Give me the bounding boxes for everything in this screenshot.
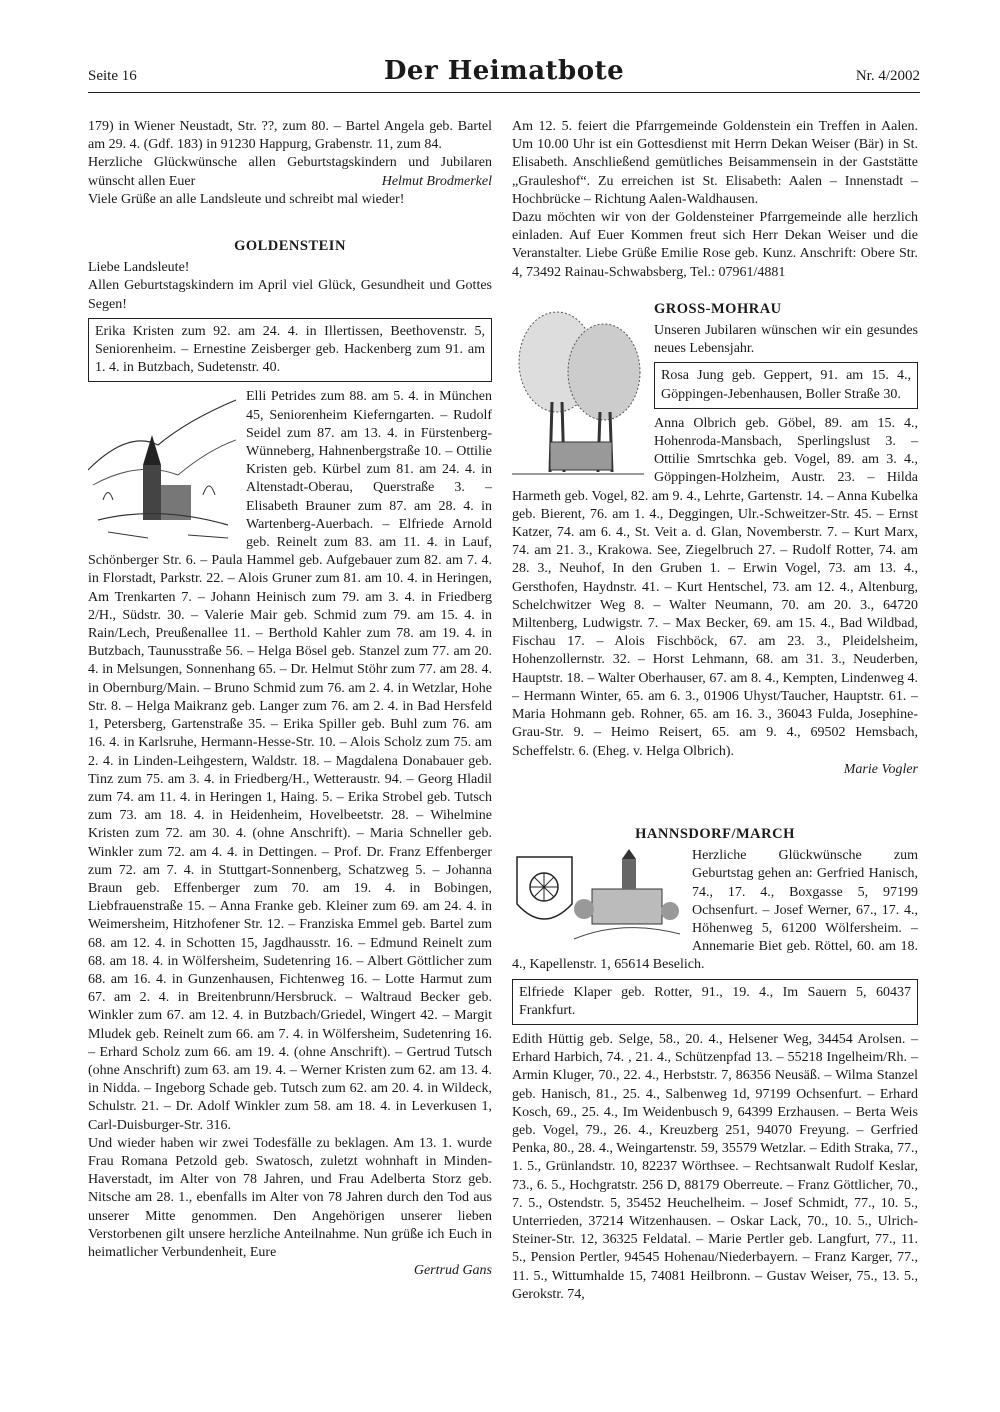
- event-announcement: Am 12. 5. feiert die Pfarrgemeinde Goldenstein ein Treffen in Aalen. Um 10.00 Uhr ist ein Gottesdienst mit Herrn Dekan Weiser (Bär) in St. Elisabeth. Anschließend gemütliches Beisammensein in der Gaststätte „Grauleshof“. Zu erreichen ist St. Elisabeth: Aalen – Innenstadt – Hochbrücke – Richtung Aalen-Waldhausen.: [512, 119, 918, 207]
- issue-number: Nr. 4/2002: [855, 68, 920, 84]
- obituary-paragraph: Und wieder haben wir zwei Todesfälle zu beklagen. Am 13. 1. wurde Frau Romana Petzold geb. Swatosch, zuletzt wohnhaft in Minden-Haverstadt, im Alter von 78 Jahren, und Frau Adelberta Storz geb. Nitsche am 28. 1., ebenfalls im Alter von 78 Jahren durch den Tod aus unserer Mitte genommen. Den Angehörigen unserer lieben Verstorbenen gilt unsere herzliche Anteilnahme. Nun grüße ich Euch in heimatlicher Verbundenheit, Eure: [88, 1135, 492, 1260]
- paragraph-continuation: 179) in Wiener Neustadt, Str. ??, zum 80. – Bartel Angela geb. Bartel am 29. 4. (Gdf. 183) in 91230 Happurg, Grabenstr. 11, zum 84.: [88, 119, 492, 153]
- hannsdorf-coat-of-arms-and-town: [512, 849, 682, 949]
- page-number: Seite 16: [88, 68, 137, 84]
- signature-brodmerkel: Helmut Brodmerkel: [381, 173, 492, 189]
- church-landscape-illustration: [88, 390, 236, 540]
- goldenstein-birthday-list: Elli Petrides zum 88. am 5. 4. in München 45, Seniorenheim Kieferngarten. – Rudolf Seidel zum 87. am 13. 4. in Fürstenberg-Wünneberg, Hahnenbergstraße 10. – Ottilie Kristen geb. Kürbel zum 81. am 24. 4. in Altenstadt-Oberau, Querstraße 3. – Elisabeth Brauner zum 87. am 28. 4. in Wartenberg-Auerbach. – Elfriede Arnold geb. Reinelt zum 83. am 11. 4. in Lauf, Schönberger Str. 6. – Paula Hammel geb. Aufgebauer zum 82. am 7. 4. in Florstadt, Parkstr. 22. – Alois Gruner zum 81. am 10. 4. in Heringen, Am Trenkarten 7. – Johann Heinisch zum 79. am 3. 4. in Friedberg 2/H., Südstr. 30. – Valerie Mair geb. Schmid zum 79. am 15. 4. in Rain/Lech, Preußenallee 11. – Berthold Kahler zum 78. am 19. 4. in Butzbach, Taunusstraße 56. – Helga Bösel geb. Stanzel zum 77. am 20. 4. in Melsungen, Sonnenhang 65. – Dr. Helmut Stöhr zum 77. am 28. 4. in Obernburg/Main. – Bruno Schmid zum 76. am 2. 4. in Wetzlar, Hohe Str. 8. – Helga Maikranz geb. Langer zum 76. am 2. 4. in Bad Hersfeld 1, Petersberg, Gartenstraße 35. – Erika Spiller geb. Buhl zum 76. am 16. 4. in Karlsruhe, Hermann-Hesse-Str. 10. – Alois Scholz zum 75. am 2. 4. in Linden-Leihgestern, Waldstr. 18. – Magdalena Donabauer geb. Tinz zum 75. am 3. 4. in Friedberg/H., Wetteraustr. 94. – Georg Hladil zum 74. am 11. 4. in Heringen 1, Haing. 5. – Erika Strobel geb. Tutsch zum 73. am 18. 4. in Heidenheim, Hovelbeetstr. 28. – Wihelmine Kristen zum 72. am 30. 4. (ohne Anschrift). – Maria Schneller geb. Winkler zum 72. am 4. 4. in Dettingen. – Prof. Dr. Franz Effenberger zum 72. am 7. 4. in Stuttgart-Sonnenberg, Schatzweg 5. – Johanna Braun geb. Effenberger zum 70. am 19. 4. in Bobingen, Liebfrauenstraße 15. – Anna Franke geb. Kleiner zum 69. am 24. 4. in Weimersheim, Hitzhofener Str. 12. – Franziska Emmel geb. Bartel zum 68. am 12. 4. in Schotten 15, Jagdhausstr. 16. – Edmund Reinelt zum 68. am 18. 4. in Wölfersheim, Sudetenring 16. – Albert Göttlicher zum 68. am 16. 4. in Gunzenhausen, Fichtenweg 16. – Lotte Harmut zum 67. am 2. 4. in Breitenbrunn/Hersbruck. – Waltraud Becker geb. Winkler zum 67. am 12. 4. in Butzbach/Griedel, Wingert 42. – Margit Mludek geb. Reinelt zum 66. am 7. 4. in Wölfersheim, Sudetenring 16. – Erhard Scholz zum 66. am 19. 4. (ohne Anschrift). – Gertrud Tutsch (ohne Anschrift) zum 63. am 19. 4. – Werner Kristen zum 62. am 13. 4. in Nidda. – Ingeborg Schade geb. Tutsch zum 62. am 20. 4. in Wildeck, Schulstr. 21. – Dr. Adolf Winkler zum 58. am 18. 4. in Leverkusen 1, Carl-Duisburger-Str. 316.: [88, 389, 492, 1133]
- gross-mohrau-intro: Unseren Jubilaren wünschen wir ein gesundes neues Lebensjahr.: [654, 323, 918, 357]
- paragraph-closing: Viele Grüße an alle Landsleute und schreibt mal wieder!: [88, 191, 405, 207]
- highlight-box-oldest: Erika Kristen zum 92. am 24. 4. in Illertissen, Beethovenstr. 5, Seniorenheim. – Ernestine Zeisberger geb. Hackenberg zum 91. am 1. 4. in Butzbach, Sudetenstr. 40.: [88, 318, 492, 383]
- section-heading-hannsdorf: HANNSDORF/MARCH: [635, 825, 795, 842]
- section-heading-goldenstein: GOLDENSTEIN: [234, 238, 346, 255]
- highlight-box-klaper: Elfriede Klaper geb. Rotter, 91., 19. 4., Im Sauern 5, 60437 Frankfurt.: [512, 979, 918, 1025]
- salutation: Liebe Landsleute!: [88, 260, 190, 276]
- contact-address: Anschrift: Obere Str. 4, 73492 Rainau-Schwabsberg, Tel.: 07961/4881: [512, 246, 919, 280]
- tree-illustration: [512, 302, 644, 480]
- right-column: [512, 118, 918, 1304]
- invitation-paragraph: Dazu möchten wir von der Goldensteiner Pfarrgemeinde alle herzlich einladen. Auf Euer Kommen freut sich Herr Dekan Weiser und die Veranstalter. Liebe Grüße Emilie Rose geb. Kunz. Anschrift: Obere Str. 4, 73492 Rainau-Schwabsberg, Tel.: 07961/4881: [512, 210, 919, 280]
- left-column: [88, 118, 492, 1280]
- paragraph-greetings: Herzliche Glückwünsche allen Geburtstagskindern und Jubilaren wünscht allen Euer Helmut Brodmerkel: [88, 154, 492, 190]
- masthead-title: Der Heimatbote: [383, 56, 625, 86]
- signature-vogler: Marie Vogler: [843, 761, 918, 777]
- hannsdorf-intro: Herzliche Glückwünsche zum Geburtstag gehen an: Gerfried Hanisch, 74., 17. 4., Boxgasse 5, 97199 Ochsenfurt. – Josef Werner, 67., 17. 4., Höhenweg 5, 61200 Wölfersheim. – Annemarie Biet geb. Röttel, 60. am 18. 4., Kapellenstr. 1, 65614 Beselich.: [512, 848, 918, 973]
- section-heading-gross-mohrau: GROSS-MOHRAU: [654, 300, 782, 317]
- page-header: [88, 56, 920, 92]
- highlight-box-jung: Rosa Jung geb. Geppert, 91. am 15. 4., Göppingen-Jebenhausen, Boller Straße 30.: [654, 362, 918, 408]
- header-rule: [88, 92, 920, 93]
- birthday-wishes: Allen Geburtstagskindern im April viel Glück, Gesundheit und Gottes Segen!: [88, 278, 492, 312]
- greeting-rose: Liebe Grüße Emilie Rose geb. Kunz.: [585, 246, 797, 262]
- signature-gans: Gertrud Gans: [413, 1263, 492, 1279]
- gross-mohrau-birthday-list: Anna Olbrich geb. Göbel, 89. am 15. 4., Hohenroda-Mansbach, Sperlingslust 3. – Ottilie Smrtschka geb. Vogel, 89. am 3. 4., Göppingen-Holzheim, Austr. 23. – Hilda Harmeth geb. Vogel, 82. am 9. 4., Lehrte, Gartenstr. 14. – Anna Kubelka geb. Bierent, 76. am 1. 4., Deggingen, Ulr.-Schweitzer-Str. 45. – Ernst Katzer, 74. am 6. 4., St. Veit a. d. Glan, Novemberstr. 7. – Kurt Marx, 74. am 21. 3., Krakowa. See, Ziegelbruch 27. – Rudolf Rotter, 74. am 28. 3., Neuhof, In den Gruben 1. – Erwin Vogel, 73. am 13. 4., Gersthofen, Haydnstr. 41. – Kurt Hentschel, 73. am 12. 4., Altenburg, Schelchwitzer Weg 8. – Walter Neumann, 70. am 20. 3., 64720 Miltenberg, Ludwigstr. 7. – Max Becker, 69. am 15. 4., Bad Wildbad, Fischau 17. – Alois Fischböck, 67. am 23. 3., Pleidelsheim, Hohenzollernstr. 32. – Horst Lehmann, 68. am 31. 3., Neuderben, Hauptstr. 18. – Walter Oberhauser, 67. am 8. 4., Kempten, Lindenweg 4. – Hermann Winter, 65. am 6. 3., 01906 Uhyst/Taucher, Hauptstr. 61. – Maria Hohmann geb. Rohner, 65. am 16. 3., 36043 Fulda, Josephine-Grau-Str. 9. – Heimo Reisert, 65. am 9. 4., 69502 Hemsbach, Scheffelstr. 6. (Eheg. v. Helga Olbrich).: [512, 415, 918, 759]
- hannsdorf-birthday-list: Edith Hüttig geb. Selge, 58., 20. 4., Helsener Weg, 34454 Arolsen. – Erhard Harbich, 74. , 21. 4., Schützenpfad 13. – 55218 Ingelheim/Rh. – Armin Kluger, 70., 22. 4., Herbststr. 7, 86356 Neusäß. – Wilma Stanzel geb. Hanisch, 81., 25. 4., Salbenweg 1d, 97199 Ochsenfurt. – Erhard Kosch, 69., 25. 4., Im Weidenbusch 9, 64399 Erzhausen. – Berta Weis geb. Vogel, 79., 26. 4., Kreuzberg 251, 94070 Freyung. – Gerfried Penka, 80., 28. 4., Weingartenstr. 59, 35579 Wetzlar. – Edith Straka, 77., 1. 5., Grünlandstr. 10, 82237 Wörthsee. – Rechtsanwalt Rudolf Keslar, 73., 6. 5., Hochgratstr. 256 D, 88179 Oberreute. – Franz Göttlicher, 70., 7. 5., Ostendstr. 5, 35452 Heuchelheim. – Josef Schmidt, 77., 10. 5., Unterrieden, 37214 Witzenhausen. – Oskar Lack, 70., 10. 5., Ulrich-Steiner-Str. 12, 36325 Feldatal. – Marie Pertler geb. Langfurt, 77., 11. 5., Pension Pertler, 94545 Hohenau/Niederbayern. – Franz Karger, 77., 11. 5., Wittumhalde 15, 74081 Heilbronn. – Gustav Weiser, 75., 13. 5., Gerokstr. 74,: [512, 1031, 918, 1302]
